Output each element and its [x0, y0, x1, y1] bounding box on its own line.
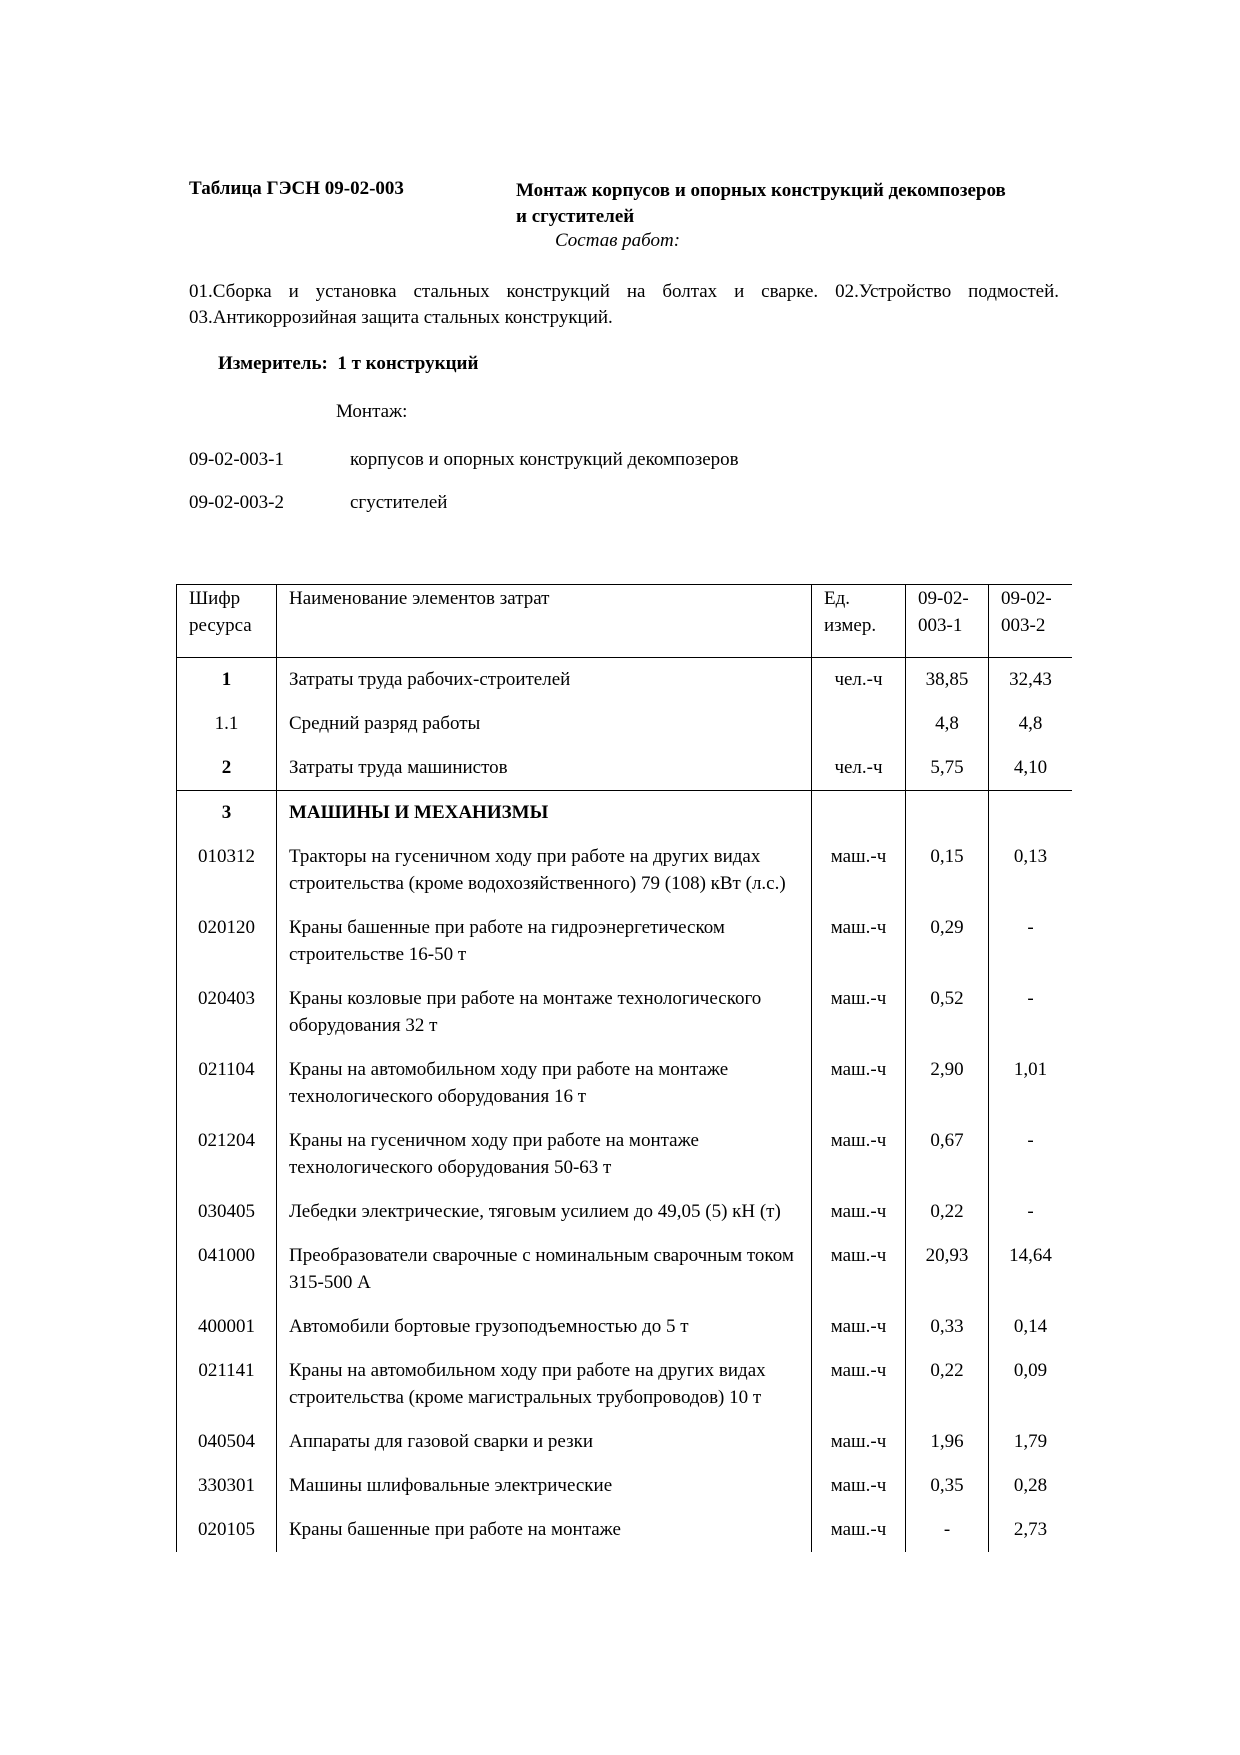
- table-row: [177, 658, 1073, 703]
- row-value-1: 20,93: [906, 1234, 989, 1305]
- row-name: Краны на автомобильном ходу при работе на других видах строительства (кроме магистральных трубопроводов) 10 т: [277, 1349, 812, 1420]
- row-code: 020105: [177, 1508, 277, 1552]
- resource-table: [176, 584, 1072, 1612]
- title-line-2: и сгустителей: [516, 206, 635, 227]
- row-unit: маш.-ч: [812, 1508, 906, 1552]
- row-unit: маш.-ч: [812, 835, 906, 906]
- row-value-1: 4,8: [906, 702, 989, 746]
- row-code: 3: [177, 791, 277, 836]
- table-row: [177, 1190, 1073, 1234]
- row-value-2: -: [989, 977, 1073, 1048]
- row-value-2: 14,64: [989, 1234, 1073, 1305]
- table-row: [177, 835, 1073, 906]
- row-value-2: 4,8: [989, 702, 1073, 746]
- row-name: Аппараты для газовой сварки и резки: [277, 1420, 812, 1464]
- row-unit: маш.-ч: [812, 1349, 906, 1420]
- row-unit: маш.-ч: [812, 906, 906, 977]
- row-code: 030405: [177, 1190, 277, 1234]
- row-value-1: 0,29: [906, 906, 989, 977]
- row-value-2: 0,14: [989, 1305, 1073, 1349]
- measure-unit: Измеритель: 1 т конструкций: [218, 353, 479, 374]
- row-name: Средний разряд работы: [277, 702, 812, 746]
- row-value-1: 5,75: [906, 746, 989, 791]
- row-name: Затраты труда рабочих-строителей: [277, 658, 812, 703]
- row-unit: маш.-ч: [812, 1464, 906, 1508]
- row-name: Автомобили бортовые грузоподъемностью до 5 т: [277, 1305, 812, 1349]
- row-value-2: -: [989, 906, 1073, 977]
- row-name: Тракторы на гусеничном ходу при работе на других видах строительства (кроме водохозяйственного) 79 (108) кВт (л.с.): [277, 835, 812, 906]
- table-row: [177, 1420, 1073, 1464]
- row-value-2: [989, 791, 1073, 836]
- row-value-2: 0,09: [989, 1349, 1073, 1420]
- header-code: Шифр ресурса: [177, 585, 277, 658]
- header-name: Наименование элементов затрат: [277, 585, 812, 658]
- row-code: 041000: [177, 1234, 277, 1305]
- table-row: [177, 1349, 1073, 1420]
- title-line-1: Монтаж корпусов и опорных конструкций декомпозеров: [516, 180, 1006, 201]
- row-unit: маш.-ч: [812, 977, 906, 1048]
- row-code: 020403: [177, 977, 277, 1048]
- header-unit: Ед. измер.: [812, 585, 906, 658]
- row-code: 021204: [177, 1119, 277, 1190]
- row-unit: маш.-ч: [812, 1305, 906, 1349]
- row-value-2: 0,28: [989, 1464, 1073, 1508]
- row-name: Краны на гусеничном ходу при работе на монтаже технологического оборудования 50-63 т: [277, 1119, 812, 1190]
- table-row: [177, 1234, 1073, 1305]
- row-code: 2: [177, 746, 277, 791]
- row-name: Лебедки электрические, тяговым усилием до 49,05 (5) кН (т): [277, 1190, 812, 1234]
- row-value-2: 0,13: [989, 835, 1073, 906]
- row-unit: маш.-ч: [812, 1119, 906, 1190]
- table-row: [177, 746, 1073, 791]
- row-code: 400001: [177, 1305, 277, 1349]
- row-name: Машины шлифовальные электрические: [277, 1464, 812, 1508]
- row-name: Краны башенные при работе на гидроэнергетическом строительстве 16-50 т: [277, 906, 812, 977]
- row-code: 330301: [177, 1464, 277, 1508]
- row-value-2: 1,79: [989, 1420, 1073, 1464]
- table-row: [177, 1048, 1073, 1119]
- variant-code-1: 09-02-003-1: [189, 449, 284, 470]
- table-row: [177, 1119, 1073, 1190]
- table-row: [177, 977, 1073, 1048]
- row-value-1: 1,96: [906, 1420, 989, 1464]
- row-unit: [812, 791, 906, 836]
- row-value-2: 1,01: [989, 1048, 1073, 1119]
- header-v2: 09-02-003-2: [989, 585, 1073, 658]
- row-name: Краны башенные при работе на монтаже: [277, 1508, 812, 1552]
- table-row: [177, 906, 1073, 977]
- row-value-1: 0,67: [906, 1119, 989, 1190]
- row-value-1: 0,22: [906, 1349, 989, 1420]
- row-code: 021104: [177, 1048, 277, 1119]
- row-unit: маш.-ч: [812, 1420, 906, 1464]
- row-value-1: 0,33: [906, 1305, 989, 1349]
- row-name: Затраты труда машинистов: [277, 746, 812, 791]
- variant-name-1: корпусов и опорных конструкций декомпозеров: [350, 449, 739, 470]
- row-name: Преобразователи сварочные с номинальным сварочным током 315-500 А: [277, 1234, 812, 1305]
- row-value-1: 0,22: [906, 1190, 989, 1234]
- variant-name-2: сгустителей: [350, 492, 448, 513]
- row-code: 040504: [177, 1420, 277, 1464]
- row-name: Краны козловые при работе на монтаже технологического оборудования 32 т: [277, 977, 812, 1048]
- row-name: Краны на автомобильном ходу при работе на монтаже технологического оборудования 16 т: [277, 1048, 812, 1119]
- row-value-2: 4,10: [989, 746, 1073, 791]
- work-composition-text: [189, 279, 1059, 331]
- row-value-1: -: [906, 1508, 989, 1552]
- row-value-1: 0,35: [906, 1464, 989, 1508]
- row-value-1: 2,90: [906, 1048, 989, 1119]
- variant-code-2: 09-02-003-2: [189, 492, 284, 513]
- table-id: Таблица ГЭСН 09-02-003: [189, 178, 404, 199]
- work-composition-label: Состав работ:: [555, 230, 681, 251]
- mount-label: Монтаж:: [336, 401, 408, 422]
- row-value-1: 0,15: [906, 835, 989, 906]
- row-code: 1.1: [177, 702, 277, 746]
- work-text-line-2: 03.Антикоррозийная защита стальных конструкций.: [189, 307, 613, 328]
- row-unit: маш.-ч: [812, 1190, 906, 1234]
- row-code: 021141: [177, 1349, 277, 1420]
- row-name: МАШИНЫ И МЕХАНИЗМЫ: [277, 791, 812, 836]
- table-row: [177, 791, 1073, 836]
- row-unit: чел.-ч: [812, 746, 906, 791]
- row-unit: [812, 702, 906, 746]
- row-value-1: 38,85: [906, 658, 989, 703]
- row-value-1: [906, 791, 989, 836]
- row-value-1: 0,52: [906, 977, 989, 1048]
- row-value-2: 2,73: [989, 1508, 1073, 1552]
- page-title: [516, 178, 1006, 230]
- row-code: 020120: [177, 906, 277, 977]
- row-value-2: -: [989, 1119, 1073, 1190]
- row-unit: маш.-ч: [812, 1048, 906, 1119]
- table-row: [177, 1305, 1073, 1349]
- table-row: [177, 702, 1073, 746]
- work-text-line-1: 01.Сборка и установка стальных конструкций на болтах и сварке. 02.Устройство подмостей.: [189, 281, 1059, 302]
- row-unit: чел.-ч: [812, 658, 906, 703]
- table-header-row: [177, 585, 1073, 658]
- table-row: [177, 1464, 1073, 1508]
- row-code: 010312: [177, 835, 277, 906]
- row-code: 1: [177, 658, 277, 703]
- row-unit: маш.-ч: [812, 1234, 906, 1305]
- table-row: [177, 1508, 1073, 1552]
- row-value-2: 32,43: [989, 658, 1073, 703]
- row-value-2: -: [989, 1190, 1073, 1234]
- header-v1: 09-02-003-1: [906, 585, 989, 658]
